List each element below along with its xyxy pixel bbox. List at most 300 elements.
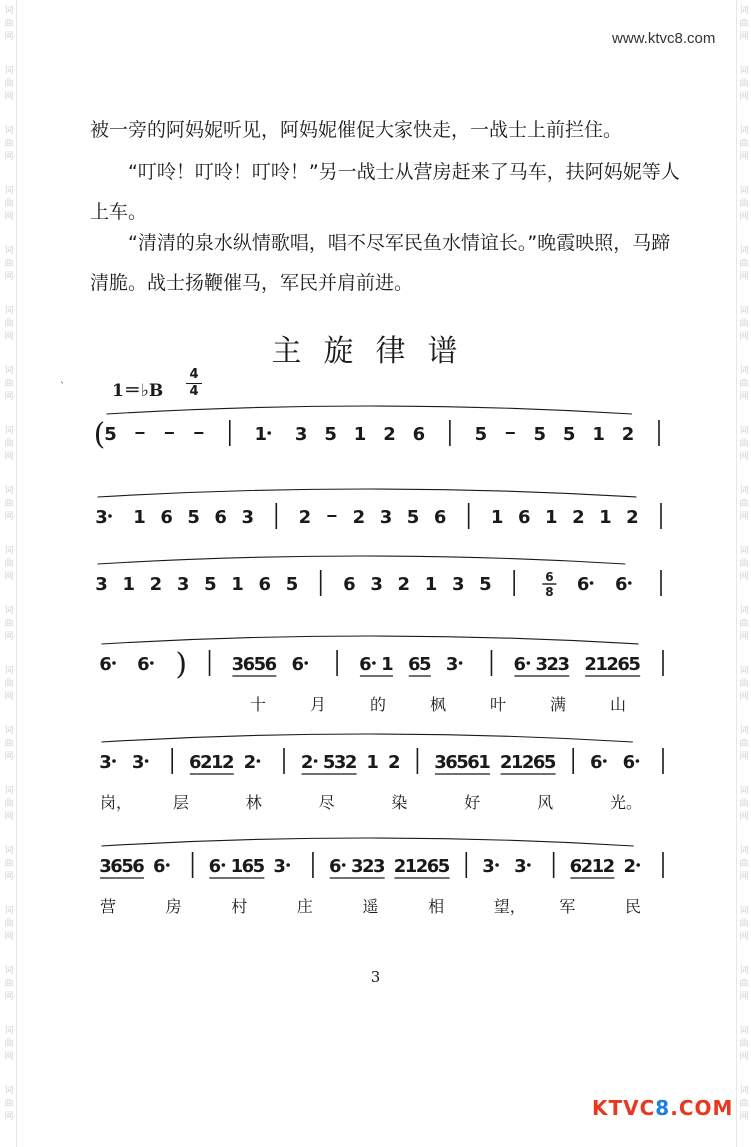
note-digit: 6: [208, 856, 222, 877]
augmentation-dot: [150, 661, 154, 665]
note-digit: 6: [445, 752, 458, 773]
lyric-word: 房: [165, 897, 182, 916]
note-digit: 2: [580, 856, 594, 877]
note-digit: 6: [137, 654, 150, 675]
lyric-word: 望，: [493, 897, 526, 916]
note-digit: 6: [328, 856, 342, 877]
note-digit: 5: [479, 574, 492, 595]
watermark-char: 网: [4, 572, 14, 582]
watermark-char: 网: [4, 272, 14, 282]
note-digit: 5: [204, 574, 217, 595]
watermark-char: 词: [4, 246, 14, 256]
logo-text-part2: 8: [655, 1096, 671, 1120]
augmentation-dot: [112, 759, 116, 763]
note-digit: 6: [343, 574, 356, 595]
note-digit: 5: [533, 424, 546, 445]
watermark-char: 词: [739, 186, 749, 196]
note-digit: 2: [344, 752, 358, 773]
time-signature-change-denominator: 8: [545, 585, 554, 599]
watermark-char: 网: [739, 1112, 749, 1122]
note-digit: 6: [532, 752, 546, 773]
watermark-char: 曲: [4, 379, 14, 389]
note-digit: 2: [383, 424, 396, 445]
note-digit: 2: [149, 574, 163, 595]
watermark-char: 曲: [4, 859, 14, 869]
watermark-char: 网: [739, 992, 749, 1002]
augmentation-dot: [590, 581, 594, 585]
lyric-word: 好: [464, 793, 481, 812]
watermark-char: 曲: [4, 559, 14, 569]
watermark-char: 词: [4, 486, 14, 496]
augmentation-dot: [304, 661, 308, 665]
watermark-char: 词: [739, 666, 749, 676]
watermark-char: 词: [4, 306, 14, 316]
watermark-char: 曲: [4, 619, 14, 629]
time-signature-change-numerator: 6: [545, 570, 554, 584]
watermark-char: 网: [4, 1052, 14, 1062]
lyric-word: 相: [428, 897, 445, 916]
lyric-word: 山: [610, 695, 627, 714]
note-digit: 6: [412, 424, 426, 445]
note-digit: 6: [242, 654, 256, 675]
watermark-char: 网: [4, 452, 14, 462]
note-digit: 6: [426, 856, 440, 877]
augmentation-dot: [603, 759, 607, 763]
watermark-char: 词: [739, 786, 749, 796]
note-digit: 5: [285, 574, 299, 595]
note-digit: 6: [408, 654, 421, 675]
note-digit: 5: [324, 424, 337, 445]
watermark-char: 词: [739, 1026, 749, 1036]
watermark-char: 曲: [739, 19, 749, 29]
watermark-char: 词: [4, 66, 14, 76]
note-digit: 2: [546, 654, 560, 675]
note-digit: 3: [333, 752, 347, 773]
watermark-char: 网: [4, 92, 14, 102]
note-digit: 6: [99, 654, 112, 675]
watermark-char: 网: [4, 392, 14, 402]
watermark-char: 词: [739, 546, 749, 556]
watermark-char: 网: [4, 932, 14, 942]
watermark-char: 曲: [739, 1039, 749, 1049]
note-digit: 5: [104, 424, 117, 445]
watermark-char: 网: [739, 452, 749, 462]
watermark-char: 网: [739, 152, 749, 162]
note-digit: 1: [254, 424, 267, 445]
watermark-char: 网: [4, 692, 14, 702]
watermark-char: 词: [4, 546, 14, 556]
watermark-char: 网: [739, 32, 749, 42]
note-digit: 6: [517, 507, 531, 528]
augmentation-dot: [527, 661, 531, 665]
watermark-char: 曲: [4, 979, 14, 989]
lyric-word: 的: [370, 695, 387, 714]
time-signature: [186, 368, 202, 399]
time-signature-numerator: 4: [189, 367, 199, 382]
slur: [102, 838, 634, 846]
note-digit: 6: [160, 507, 173, 528]
note-digit: 3: [557, 654, 571, 675]
note-digit: 2: [572, 507, 585, 528]
note-digit: 6: [359, 654, 372, 675]
slur: [107, 406, 633, 414]
watermark-char: 网: [4, 812, 14, 822]
note-digit: 3: [95, 507, 108, 528]
note-digit: 3: [445, 654, 459, 675]
watermark-char: 曲: [739, 499, 749, 509]
watermark-char: 网: [4, 32, 14, 42]
note-digit: 1: [231, 574, 244, 595]
watermark-char: 词: [4, 726, 14, 736]
site-url: www.ktvc8.com: [612, 30, 716, 47]
note-digit: 1: [230, 856, 244, 877]
note-digit: 5: [543, 752, 557, 773]
watermark-char: 词: [739, 426, 749, 436]
watermark-char: 词: [4, 906, 14, 916]
watermark-char: 词: [739, 606, 749, 616]
note-digit: 2: [499, 752, 513, 773]
watermark-char: 曲: [739, 259, 749, 269]
note-digit: 1: [404, 856, 418, 877]
lyric-word: 光。: [610, 793, 643, 812]
page-number: 3: [370, 968, 381, 986]
note-digit: 6: [153, 856, 166, 877]
watermark-char: 曲: [4, 439, 14, 449]
note-digit: 1: [591, 856, 605, 877]
watermark-char: 曲: [739, 379, 749, 389]
site-logo: [592, 1096, 733, 1120]
watermark-char: 词: [739, 246, 749, 256]
watermark-char: 曲: [4, 679, 14, 689]
note-digit: 3: [131, 752, 145, 773]
watermark-char: 词: [739, 6, 749, 16]
watermark-char: 曲: [739, 619, 749, 629]
watermark-char: 网: [4, 632, 14, 642]
note-digit: 6: [590, 752, 603, 773]
note-digit: 6: [258, 574, 272, 595]
lyric-word: 遥: [362, 897, 379, 916]
watermark-char: 曲: [4, 139, 14, 149]
note-digit: 3: [99, 856, 112, 877]
watermark-char: 网: [739, 392, 749, 402]
note-digit: 3: [514, 856, 527, 877]
watermark-char: 曲: [739, 859, 749, 869]
lyric-word: 月: [310, 695, 327, 714]
watermark-char: 词: [4, 666, 14, 676]
lyric-word: 村: [231, 897, 248, 916]
paragraph-2: “叮呤！叮呤！叮呤！”另一战士从营房赶来了马车，扶阿妈妮等人上车。: [90, 161, 680, 223]
note-digit: 5: [253, 654, 267, 675]
note-digit: 1: [545, 507, 558, 528]
watermark-char: 曲: [4, 799, 14, 809]
watermark-char: 词: [739, 966, 749, 976]
lyric-word: 民: [625, 897, 642, 916]
note-digit: 3: [370, 574, 383, 595]
watermark-char: 词: [4, 1026, 14, 1036]
logo-text-part3: .COM: [670, 1096, 734, 1120]
note-digit: 2: [243, 752, 257, 773]
watermark-char: 曲: [4, 739, 14, 749]
note-digit: 2: [298, 507, 312, 528]
watermark-char: 网: [739, 752, 749, 762]
augmentation-dot: [267, 431, 271, 435]
watermark-char: 词: [4, 426, 14, 436]
time-signature-denominator: 4: [189, 384, 199, 399]
note-digit: 3: [241, 507, 255, 528]
stray-mark: ˋ: [60, 382, 65, 393]
watermark-char: 网: [739, 932, 749, 942]
note-digit: 1: [592, 424, 605, 445]
section-title: 主旋律谱: [271, 334, 480, 369]
slur: [102, 734, 633, 742]
watermark-char: 网: [739, 332, 749, 342]
note-digit: 5: [322, 752, 336, 773]
watermark-char: 曲: [739, 139, 749, 149]
note-digit: 2: [352, 507, 366, 528]
note-digit: 3: [231, 654, 245, 675]
slur: [98, 489, 637, 497]
note-digit: 3: [434, 752, 447, 773]
note-digit: 3: [273, 856, 286, 877]
watermark-char: 词: [4, 6, 14, 16]
note-digit: 1: [122, 574, 135, 595]
note-digit: 3: [176, 574, 190, 595]
watermark-char: 网: [4, 332, 14, 342]
note-digit: 5: [562, 424, 576, 445]
note-digit: 2: [222, 752, 235, 773]
note-digit: 6: [513, 654, 527, 675]
lyric-line-3: [0, 894, 751, 918]
watermark-char: 曲: [4, 1099, 14, 1109]
watermark-char: 网: [4, 1112, 14, 1122]
lyric-word: 岗，: [100, 793, 133, 812]
lyric-line-1: [0, 692, 751, 716]
lyric-word: 十: [250, 695, 267, 714]
paragraph-1: 被一旁的阿妈妮听见，阿妈妮催促大家快走，一战士上前拦住。: [90, 119, 623, 141]
watermark-char: 网: [739, 512, 749, 522]
watermark-char: 词: [739, 126, 749, 136]
lyric-word: 风: [537, 793, 554, 812]
note-digit: 1: [211, 752, 224, 773]
lyric-word: 叶: [490, 695, 507, 714]
watermark-char: 曲: [739, 199, 749, 209]
note-digit: 5: [456, 752, 469, 773]
lyric-word: 枫: [430, 695, 447, 714]
note-digit: 6: [617, 654, 630, 675]
note-digit: 3: [451, 574, 465, 595]
note-digit: 2: [623, 856, 636, 877]
lyric-word: 营: [100, 897, 117, 916]
augmentation-dot: [286, 863, 290, 867]
watermark-char: 网: [739, 212, 749, 222]
note-digit: 2: [200, 752, 213, 773]
note-digit: 2: [626, 507, 639, 528]
note-digit: 5: [406, 507, 420, 528]
note-digit: 1: [353, 424, 367, 445]
watermark-char: 词: [739, 366, 749, 376]
watermark-char: 词: [4, 1086, 14, 1096]
note-digit: 6: [291, 654, 304, 675]
key-signature: 1＝♭B: [112, 381, 164, 401]
note-digit: 3: [350, 856, 364, 877]
note-digit: 6: [576, 574, 590, 595]
watermark-char: 网: [739, 812, 749, 822]
note-digit: 5: [437, 856, 451, 877]
note-digit: 2: [606, 654, 619, 675]
note-digit: 6: [615, 574, 628, 595]
note-digit: 3: [482, 856, 495, 877]
note-digit: 1: [381, 654, 394, 675]
note-digit: 5: [252, 856, 266, 877]
watermark-char: 曲: [739, 679, 749, 689]
augmentation-dot: [342, 863, 346, 867]
augmentation-dot: [145, 759, 149, 763]
note-digit: 2: [388, 752, 401, 773]
note-digit: 3: [99, 752, 112, 773]
watermark-char: 网: [739, 92, 749, 102]
augmentation-dot: [257, 759, 261, 763]
note-digit: 5: [121, 856, 134, 877]
watermark-char: 网: [739, 692, 749, 702]
note-digit: 1: [595, 654, 608, 675]
watermark-char: 曲: [739, 979, 749, 989]
augmentation-dot: [112, 661, 116, 665]
note-digit: 1: [490, 507, 504, 528]
watermark-char: 词: [739, 1086, 749, 1096]
augmentation-dot: [314, 759, 318, 763]
watermark-char: 词: [4, 126, 14, 136]
watermark-char: 网: [739, 572, 749, 582]
note-digit: 5: [187, 507, 200, 528]
watermark-char: 曲: [4, 1039, 14, 1049]
watermark-char: 网: [4, 992, 14, 1002]
note-digit: 3: [372, 856, 386, 877]
watermark-char: 曲: [4, 259, 14, 269]
note-digit: 1: [133, 507, 146, 528]
note-digit: 6: [622, 752, 636, 773]
watermark-char: 词: [739, 906, 749, 916]
watermark-char: 曲: [739, 79, 749, 89]
watermark-char: 网: [4, 152, 14, 162]
note-digit: 2: [602, 856, 616, 877]
watermark-char: 词: [739, 726, 749, 736]
watermark-char: 词: [739, 306, 749, 316]
watermark-char: 网: [739, 872, 749, 882]
note-digit: 6: [214, 507, 227, 528]
note-digit: 5: [474, 424, 488, 445]
note-digit: 2: [584, 654, 597, 675]
watermark-char: 词: [4, 606, 14, 616]
watermark-char: 曲: [739, 559, 749, 569]
watermark-char: 曲: [739, 919, 749, 929]
watermark-char: 词: [4, 846, 14, 856]
note-digit: 1: [424, 574, 438, 595]
note-digit: 5: [628, 654, 641, 675]
watermark-char: 曲: [739, 1099, 749, 1109]
augmentation-dot: [166, 863, 170, 867]
watermark-char: 网: [4, 212, 14, 222]
note-digit: 3: [379, 507, 393, 528]
note-digit: 1: [478, 752, 491, 773]
note-digit: 2: [415, 856, 429, 877]
watermark-char: 曲: [739, 799, 749, 809]
watermark-char: 网: [4, 752, 14, 762]
watermark-char: 曲: [4, 499, 14, 509]
watermark-char: 网: [4, 512, 14, 522]
note-digit: 3: [535, 654, 549, 675]
slur: [102, 636, 639, 644]
note-digit: 6: [110, 856, 123, 877]
note-digit: 6: [189, 752, 202, 773]
watermark-char: 曲: [4, 19, 14, 29]
note-digit: 1: [599, 507, 612, 528]
watermark-char: 曲: [4, 199, 14, 209]
watermark-char: 网: [739, 272, 749, 282]
augmentation-dot: [495, 863, 499, 867]
lyric-word: 庄: [296, 897, 313, 916]
paragraph-3: “清清的泉水纵情歌唱，唱不尽军民鱼水情谊长。”晚霞映照，马蹄清脆。战士扬鞭催马，军民并肩前进。: [90, 232, 671, 294]
note-digit: 6: [569, 856, 583, 877]
watermark-char: 网: [4, 872, 14, 882]
logo-text-part1: KTVC: [592, 1096, 656, 1120]
watermark-char: 曲: [4, 79, 14, 89]
note-digit: 2: [300, 752, 314, 773]
augmentation-dot: [372, 661, 376, 665]
note-digit: 6: [132, 856, 145, 877]
watermark-char: 词: [739, 66, 749, 76]
watermark-char: 曲: [4, 319, 14, 329]
watermark-char: 词: [4, 786, 14, 796]
note-digit: 6: [433, 507, 447, 528]
augmentation-dot: [527, 863, 531, 867]
watermark-char: 网: [739, 632, 749, 642]
watermark-char: 曲: [739, 739, 749, 749]
watermark-char: 网: [739, 1052, 749, 1062]
score-parenthesis: (: [93, 417, 106, 452]
score-parenthesis: ): [175, 647, 188, 682]
note-digit: 2: [397, 574, 411, 595]
lyric-word: 染: [391, 793, 408, 812]
watermark-char: 曲: [739, 439, 749, 449]
note-digit: 1: [510, 752, 524, 773]
watermark-char: 词: [4, 366, 14, 376]
lyric-word: 尽: [318, 793, 335, 812]
note-digit: 6: [467, 752, 480, 773]
watermark-char: 词: [4, 966, 14, 976]
augmentation-dot: [108, 514, 112, 518]
augmentation-dot: [628, 581, 632, 585]
note-digit: 6: [264, 654, 278, 675]
note-digit: 2: [521, 752, 535, 773]
note-digit: 5: [419, 654, 432, 675]
augmentation-dot: [459, 661, 463, 665]
slur: [98, 556, 626, 564]
watermark-char: 词: [4, 186, 14, 196]
augmentation-dot: [222, 863, 226, 867]
note-digit: 3: [294, 424, 308, 445]
note-digit: 2: [393, 856, 407, 877]
note-digit: 6: [241, 856, 255, 877]
note-digit: 1: [366, 752, 379, 773]
augmentation-dot: [636, 759, 640, 763]
watermark-char: 词: [739, 486, 749, 496]
lyric-line-2: [0, 790, 751, 814]
augmentation-dot: [636, 863, 640, 867]
lyric-word: 满: [550, 695, 567, 714]
watermark-char: 曲: [739, 319, 749, 329]
watermark-char: 词: [739, 846, 749, 856]
note-digit: 2: [621, 424, 635, 445]
